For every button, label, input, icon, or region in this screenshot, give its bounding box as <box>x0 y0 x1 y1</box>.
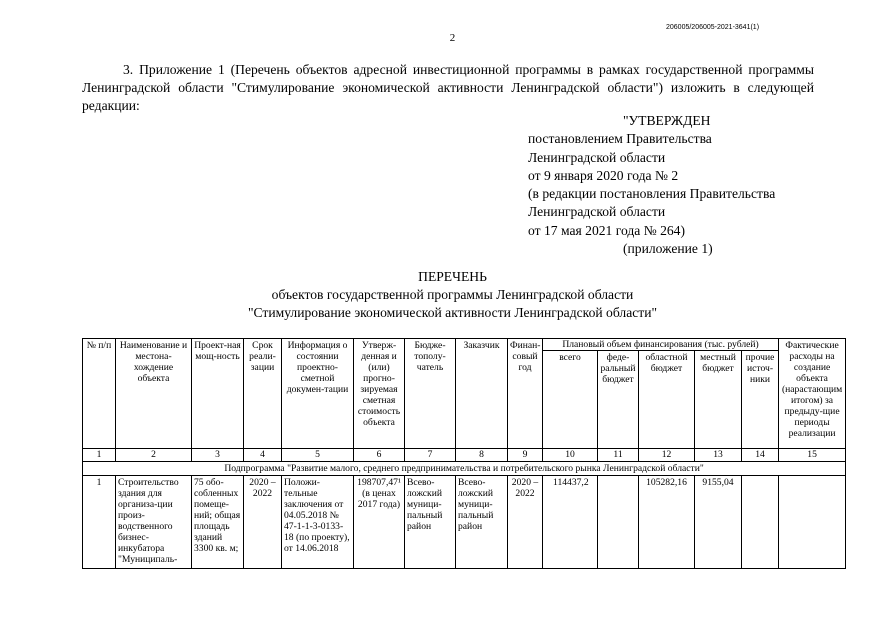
approval-line: (в редакции постановления Правительства <box>528 186 776 202</box>
object-year: 2020 – 2022 <box>508 476 543 569</box>
object-capacity: 75 обо-собленных помеще-ний; общая площадь зданий 3300 кв. м; <box>192 476 244 569</box>
column-number: 15 <box>779 449 846 462</box>
object-customer: Всево-ложский муници-пальный район <box>456 476 508 569</box>
column-number: 7 <box>405 449 456 462</box>
header-cell: Плановый объем финансирования (тыс. рублей) <box>543 339 779 351</box>
approval-line: Ленинградской области <box>528 149 666 165</box>
table-row <box>83 476 846 569</box>
column-number-row <box>83 449 846 462</box>
row-number: 1 <box>83 476 116 569</box>
approval-block <box>528 112 775 258</box>
title-line: ПЕРЕЧЕНЬ <box>418 269 487 284</box>
document-title <box>0 268 878 322</box>
header-cell: Финан-совый год <box>508 339 543 449</box>
plan-local: 9155,04 <box>695 476 742 569</box>
column-number: 9 <box>508 449 543 462</box>
subprogram-title: Подпрограмма "Развитие малого, среднего предпринимательства и потребительского рынка Ленинградской области" <box>83 462 846 476</box>
approval-line: (приложение 1) <box>623 241 713 257</box>
header-cell: всего <box>543 351 598 449</box>
column-number: 8 <box>456 449 508 462</box>
approval-line: "УТВЕРЖДЕН <box>623 113 711 128</box>
header-cell: № п/п <box>83 339 116 449</box>
header-cell: Срок реали-зации <box>244 339 282 449</box>
column-number: 11 <box>598 449 639 462</box>
header-row <box>83 339 846 351</box>
column-number: 5 <box>282 449 354 462</box>
column-number: 2 <box>116 449 192 462</box>
approval-line: от 17 мая 2021 года № 264) <box>528 222 686 238</box>
header-cell: Наименование и местона-хождение объекта <box>116 339 192 449</box>
header-cell: местный бюджет <box>695 351 742 449</box>
actual-expenses <box>779 476 846 569</box>
column-number: 4 <box>244 449 282 462</box>
column-number: 6 <box>354 449 405 462</box>
title-line: "Стимулирование экономической активности Ленинградской области" <box>247 305 658 320</box>
column-number: 13 <box>695 449 742 462</box>
subprogram-row <box>83 462 846 476</box>
header-cell: Утверж-денная и (или) прогно-зируемая сметная стоимость объекта <box>354 339 405 449</box>
plan-total: 114437,2 <box>543 476 598 569</box>
approval-line: Ленинградской области <box>528 204 666 220</box>
header-cell: Информация о состоянии проектно-сметной докумен-тации <box>282 339 354 449</box>
column-number: 10 <box>543 449 598 462</box>
approval-line: от 9 января 2020 года № 2 <box>528 167 679 183</box>
header-cell: Фактические расходы на создание объекта (нарастающим итогом) за предыду-щие периоды реализации <box>779 339 846 449</box>
objects-table <box>82 338 846 569</box>
object-docs-info: Положи-тельные заключения от 04.05.2018 № 47-1-1-3-0133-18 (по проекту), от 14.06.2018 <box>282 476 354 569</box>
object-term: 2020 – 2022 <box>244 476 282 569</box>
header-cell: Заказчик <box>456 339 508 449</box>
column-number: 1 <box>83 449 116 462</box>
plan-regional: 105282,16 <box>639 476 695 569</box>
page-number: 2 <box>449 32 456 44</box>
plan-federal <box>598 476 639 569</box>
header-cell: Проект-ная мощ-ность <box>192 339 244 449</box>
plan-other <box>742 476 779 569</box>
title-line: объектов государственной программы Ленинградской области <box>271 287 634 302</box>
approval-line: постановлением Правительства <box>528 131 712 147</box>
intro-paragraph: 3. Приложение 1 (Перечень объектов адресной инвестиционной программы в рамках государственной программы Ленинградской области "Стимулирование экономической активности Ленинградской области") изложить в следующей редакции: <box>82 62 814 113</box>
header-cell: областной бюджет <box>639 351 695 449</box>
column-number: 3 <box>192 449 244 462</box>
object-cost: 198707,47¹ (в ценах 2017 года) <box>354 476 405 569</box>
object-budget-holder: Всево-ложский муници-пальный район <box>405 476 456 569</box>
document-id: 206005/206005-2021-3641(1) <box>666 24 760 31</box>
header-cell: прочие источ-ники <box>742 351 779 449</box>
object-name: Строительство здания для организа-ции произ-водственного бизнес-инкубатора "Муниципаль- <box>116 476 192 569</box>
header-cell: Бюдже-тополу-чатель <box>405 339 456 449</box>
column-number: 12 <box>639 449 695 462</box>
column-number: 14 <box>742 449 779 462</box>
header-cell: феде-ральный бюджет <box>598 351 639 449</box>
